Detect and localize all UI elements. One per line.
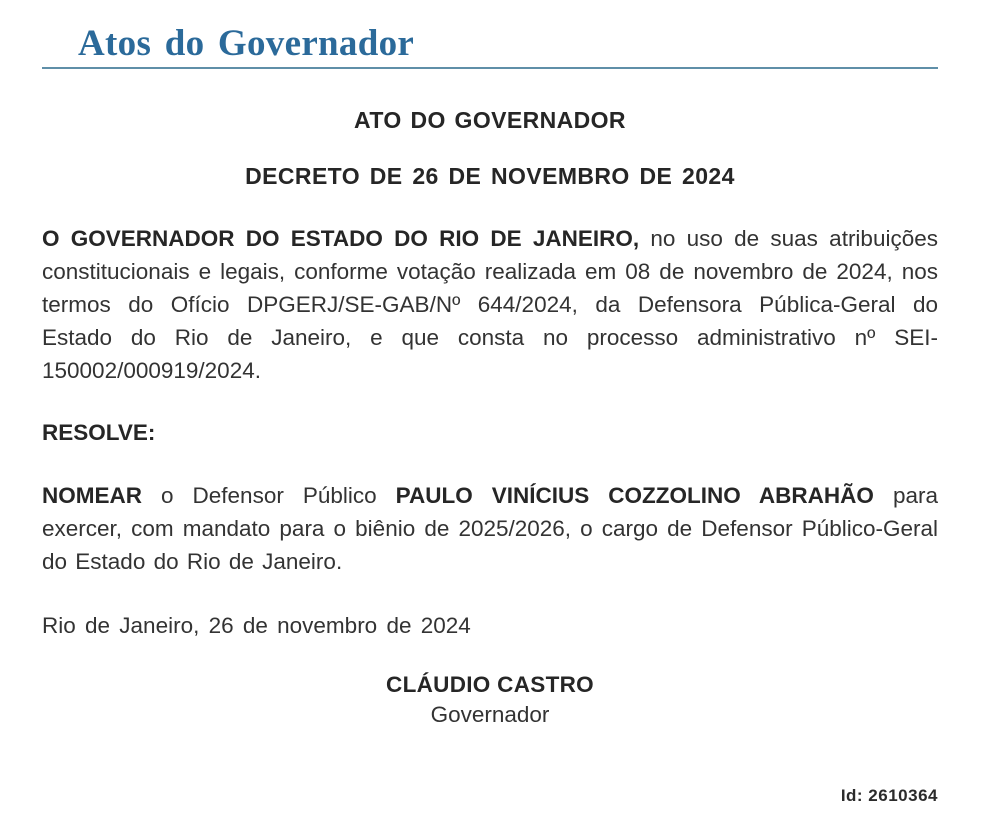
- signer-role: Governador: [430, 702, 550, 727]
- decree-title: DECRETO DE 26 DE NOVEMBRO DE 2024: [245, 163, 735, 189]
- decree-document: [42, 104, 938, 730]
- section-divider: [42, 67, 938, 69]
- act-title: ATO DO GOVERNADOR: [354, 107, 626, 133]
- preamble-paragraph: [42, 222, 938, 387]
- signer-name: CLÁUDIO CASTRO: [386, 672, 594, 697]
- section-title: Atos do Governador: [78, 23, 415, 64]
- preamble-lead: O GOVERNADOR DO ESTADO DO RIO DE JANEIRO,: [42, 226, 640, 251]
- place-date: Rio de Janeiro, 26 de novembro de 2024: [42, 613, 471, 638]
- appointment-text-after: para exercer, com mandato para o biênio de 2025/2026, o cargo de Defensor Público-Geral do Estado do Rio de Janeiro.: [42, 483, 938, 574]
- document-id: Id: 2610364: [840, 786, 938, 805]
- section-header: [42, 18, 938, 70]
- appointment-verb: NOMEAR: [42, 483, 142, 508]
- preamble-text: no uso de suas atribuições constitucionais e legais, conforme votação realizada em 08 de novembro de 2024, nos termos do Ofício DPGERJ/SE-GAB/Nº 644/2024, da Defensora Pública-Geral do Estado do Rio de Janeiro, e que consta no processo administrativo nº SEI-150002/000919/2024.: [42, 226, 938, 383]
- appointment-paragraph: [42, 479, 938, 578]
- appointment-text-before: o Defensor Público: [142, 483, 396, 508]
- appointee-name: PAULO VINÍCIUS COZZOLINO ABRAHÃO: [395, 483, 874, 508]
- resolve-label: RESOLVE:: [42, 420, 156, 445]
